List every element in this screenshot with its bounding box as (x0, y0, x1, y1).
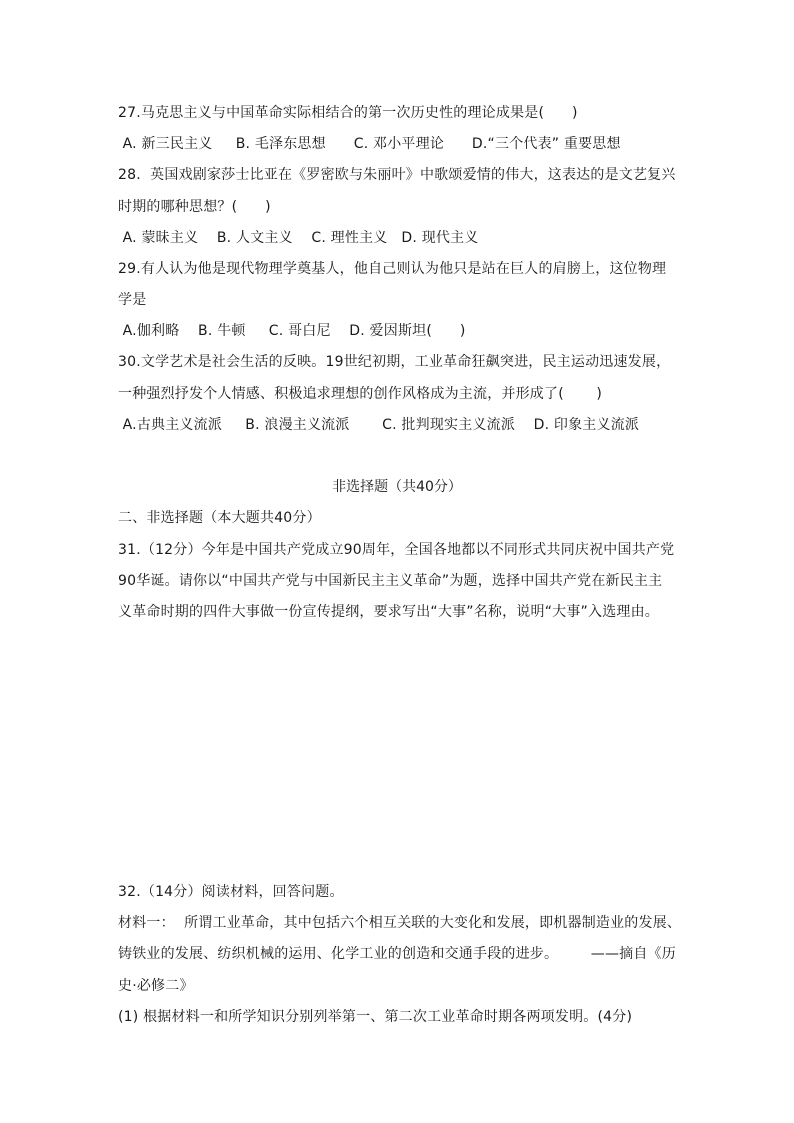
q28-stem-line2: 时期的哪种思想？( ) (118, 199, 271, 215)
q29-options: A.伽利略 B. 牛顿 C. 哥白尼 D. 爱因斯坦( ) (118, 323, 466, 339)
q27-options: A. 新三民主义 B. 毛泽东思想 C. 邓小平理论 D.“三个代表” 重要思想 (118, 136, 621, 152)
q30-stem-line1: 30.文学艺术是社会生活的反映。19世纪初期，工业革命狂飙突进，民主运动迅速发展， (118, 354, 671, 370)
section-title: 二、非选择题（本大题共40分） (118, 510, 321, 526)
q32-material-line2: 铸铁业的发展、纺织机械的运用、化学工业的创造和交通手段的进步。 ——摘自《历 (118, 946, 676, 962)
q32-material-line1: 材料一： 所谓工业革命，其中包括六个相互关联的大变化和发展，即机器制造业的发展、 (118, 915, 682, 931)
q28-options: A. 蒙昧主义 B. 人文主义 C. 理性主义 D. 现代主义 (118, 230, 479, 246)
q32-subquestion-1: (1) 根据材料一和所学知识分别列举第一、第二次工业革命时期各两项发明。(4分) (118, 1009, 633, 1025)
q32-line1: 32.（14分）阅读材料，回答问题。 (118, 884, 344, 900)
q28-stem-line1: 28. 英国戏剧家莎士比亚在《罗密欧与朱丽叶》中歌颂爱情的伟大，这表达的是文艺复兴 (118, 167, 676, 183)
q32-material-source: 史·必修二》 (118, 978, 194, 994)
q27-stem: 27.马克思主义与中国革命实际相结合的第一次历史性的理论成果是( ) (118, 105, 578, 121)
q31-line1: 31.（12分）今年是中国共产党成立90周年，全国各地都以不同形式共同庆祝中国共产党 (118, 542, 675, 558)
q31-line3: 义革命时期的四件大事做一份宣传提纲，要求写出“大事”名称，说明“大事”入选理由。 (118, 604, 660, 620)
q30-stem-line2: 一种强烈抒发个人情感、积极追求理想的创作风格成为主流，并形成了( ) (118, 386, 603, 402)
q29-stem-line1: 29.有人认为他是现代物理学奠基人，他自己则认为他只是站在巨人的肩膀上，这位物理 (118, 261, 667, 277)
section-heading: 非选择题（共40分） (332, 479, 462, 495)
q30-options: A.古典主义流派 B. 浪漫主义流派 C. 批判现实主义流派 D. 印象主义流派 (118, 417, 640, 433)
q29-stem-line2: 学是 (118, 292, 147, 308)
q31-line2: 90华诞。请你以“中国共产党与中国新民主主义革命”为题，选择中国共产党在新民主主 (118, 573, 663, 589)
